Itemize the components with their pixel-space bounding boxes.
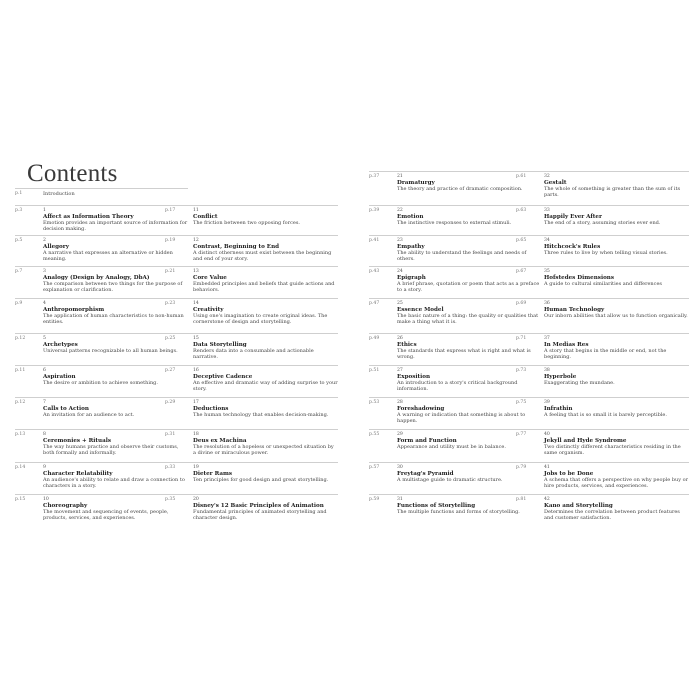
entry-description: The end of a story, assuming stories ever end. [544, 219, 661, 226]
entry-description: The ability to understand the feelings and needs of others. [397, 249, 527, 262]
entry-title: Introduction [43, 191, 75, 197]
toc-entry[interactable] [15, 191, 188, 197]
entry-title: Foreshadowing [397, 405, 445, 412]
toc-entry[interactable] [516, 336, 689, 360]
entry-number: 9 [43, 465, 46, 470]
entry-rule [15, 494, 188, 495]
entry-title: Human Technology [544, 306, 605, 313]
page-number: p.21 [165, 269, 176, 274]
entry-rule [15, 429, 188, 430]
entry-description: The application of human characteristics to non-human entities. [43, 312, 184, 325]
toc-entry[interactable] [165, 432, 338, 456]
entry-description: Universal patterns recognizable to all human beings. [43, 347, 178, 354]
page-number: p.63 [516, 208, 527, 213]
entry-title: Analogy (Design by Analogy, DbA) [43, 274, 150, 281]
entry-description: A story that begins in the middle or end, not the beginning. [544, 347, 667, 360]
entry-number: 42 [544, 497, 550, 502]
toc-entry[interactable] [165, 301, 338, 325]
entry-description: An introduction to a story's critical background information. [397, 379, 518, 392]
entry-rule [15, 365, 188, 366]
entry-description: Exaggerating the mundane. [544, 379, 615, 386]
entry-title: Deus ex Machina [193, 437, 247, 444]
page-number: p.75 [516, 400, 527, 405]
page-number: p.59 [369, 497, 380, 502]
entry-rule [165, 205, 338, 206]
entry-rule [516, 235, 689, 236]
entry-rule [516, 397, 689, 398]
entry-rule [165, 462, 338, 463]
entry-title: In Medias Res [544, 341, 589, 348]
entry-rule [516, 494, 689, 495]
entry-rule [516, 205, 689, 206]
page-number: p.55 [369, 432, 380, 437]
entry-number: 18 [193, 432, 199, 437]
page-number: p.33 [165, 465, 176, 470]
entry-title: Empathy [397, 243, 425, 250]
page-number: p.71 [516, 336, 527, 341]
page-number: p.37 [369, 174, 380, 179]
entry-number: 12 [193, 238, 199, 243]
entry-number: 41 [544, 465, 550, 470]
toc-entry[interactable] [165, 465, 338, 483]
entry-rule [165, 333, 338, 334]
entry-number: 35 [544, 269, 550, 274]
page-number: p.65 [516, 238, 527, 243]
entry-title: Jobs to be Done [544, 470, 594, 477]
entry-number: 14 [193, 301, 199, 306]
entry-number: 32 [544, 174, 550, 179]
entry-number: 24 [397, 269, 403, 274]
entry-rule [15, 462, 188, 463]
page-number: p.19 [165, 238, 176, 243]
entry-title: Gestalt [544, 179, 567, 186]
page-number: p.29 [165, 400, 176, 405]
entry-rule [15, 397, 188, 398]
entry-title: Archetypes [43, 341, 78, 348]
page-number: p.53 [369, 400, 380, 405]
page-number: p.15 [15, 497, 26, 502]
entry-rule [516, 462, 689, 463]
entry-description: Three rules to live by when telling visual stories. [544, 249, 668, 256]
entry-description: An audience's ability to relate and draw a connection to characters in a story. [43, 476, 185, 489]
entry-title: Disney's 12 Basic Principles of Animation [193, 502, 324, 509]
entry-rule [15, 266, 188, 267]
entry-number: 38 [544, 368, 550, 373]
entry-title: Contrast, Beginning to End [193, 243, 280, 250]
page-number: p.23 [165, 301, 176, 306]
entry-title: Emotion [397, 213, 424, 220]
page-number: p.47 [369, 301, 380, 306]
entry-title: Allegory [43, 243, 69, 250]
entry-rule [516, 298, 689, 299]
entry-number: 36 [544, 301, 550, 306]
entry-title: Happily Ever After [544, 213, 602, 220]
page-number: p.12 [15, 400, 26, 405]
entry-description: The whole of something is greater than the sum of its parts. [544, 185, 681, 198]
entry-description: A warning or indication that something is about to happen. [397, 411, 526, 424]
entry-title: Jekyll and Hyde Syndrome [544, 437, 627, 444]
entry-number: 10 [43, 497, 49, 502]
entry-rule [516, 171, 689, 172]
entry-number: 4 [43, 301, 46, 306]
entry-title: Ceremonies + Rituals [43, 437, 111, 444]
entry-rule [165, 266, 338, 267]
entry-number: 33 [544, 208, 550, 213]
entry-title: Form and Function [397, 437, 457, 444]
entry-title: Epigraph [397, 274, 426, 281]
entry-description: Embedded principles and beliefs that guide actions and behaviors. [193, 280, 335, 293]
entry-description: The friction between two opposing forces. [193, 219, 300, 226]
entry-rule [165, 494, 338, 495]
entry-number: 1 [43, 208, 46, 213]
entry-number: 34 [544, 238, 550, 243]
entry-rule [165, 429, 338, 430]
entry-rule [165, 298, 338, 299]
entry-number: 20 [193, 497, 199, 502]
entry-title: Calls to Action [43, 405, 89, 412]
page-number: p.14 [15, 465, 26, 470]
entry-number: 6 [43, 368, 46, 373]
entry-title: Infrathin [544, 405, 573, 412]
entry-number: 23 [397, 238, 403, 243]
page-number: p.13 [15, 432, 26, 437]
page-number: p.41 [369, 238, 380, 243]
page-number: p.61 [516, 174, 527, 179]
entry-description: A schema that offers a perspective on why people buy or hire products, services, and experiences. [544, 476, 689, 489]
entry-description: The multiple functions and forms of storytelling. [397, 508, 520, 515]
page-number: p.25 [165, 336, 176, 341]
entry-number: 29 [397, 432, 403, 437]
entry-description: An effective and dramatic way of adding surprise to your story. [193, 379, 338, 392]
entry-title: Data Storytelling [193, 341, 247, 348]
entry-title: Affect as Information Theory [43, 213, 134, 220]
entry-description: Using one's imagination to create original ideas. The cornerstone of design and storytelling. [193, 312, 328, 325]
toc-entry[interactable] [516, 465, 689, 489]
toc-entry[interactable] [516, 269, 689, 287]
entry-number: 13 [193, 269, 199, 274]
entry-number: 39 [544, 400, 550, 405]
toc-entry[interactable] [165, 368, 338, 392]
entry-description: The comparison between two things for the purpose of explanation or clarification. [43, 280, 183, 293]
entry-title: Character Relatability [43, 470, 113, 477]
entry-rule [15, 235, 188, 236]
toc-entry[interactable] [516, 208, 689, 226]
page-number: p.27 [165, 368, 176, 373]
entry-number: 15 [193, 336, 199, 341]
entry-title: Essence Model [397, 306, 444, 313]
entry-description: The theory and practice of dramatic composition. [397, 185, 523, 192]
toc-entry[interactable] [165, 400, 338, 418]
entry-number: 7 [43, 400, 46, 405]
entry-description: The way humans practice and observe their customs, both formally and informally. [43, 443, 179, 456]
page-number: p.7 [15, 269, 23, 274]
page-number: p.73 [516, 368, 527, 373]
entry-rule [15, 298, 188, 299]
entry-description: A guide to cultural similarities and differences [544, 280, 662, 287]
entry-number: 28 [397, 400, 403, 405]
entry-rule [15, 205, 188, 206]
entry-description: Appearance and utility must be in balance. [397, 443, 506, 450]
page-number: p.49 [369, 336, 380, 341]
page-number: p.67 [516, 269, 527, 274]
entry-description: An invitation for an audience to act. [43, 411, 135, 418]
entry-rule [516, 429, 689, 430]
page-title: Contents [27, 160, 118, 187]
page-number: p.5 [15, 238, 23, 243]
page-number: p.43 [369, 269, 380, 274]
entry-rule [15, 333, 188, 334]
entry-description: The movement and sequencing of events, people, products, services, and experiences. [43, 508, 169, 521]
entry-description: The resolution of a hopeless or unexpected situation by a divine or miraculous power. [193, 443, 334, 456]
entry-number: 11 [193, 208, 199, 213]
toc-entry[interactable] [516, 497, 689, 521]
toc-entry[interactable] [165, 208, 338, 226]
entry-description: A distinct otherness must exist between the beginning and end of your story. [193, 249, 332, 262]
entry-description: Ten principles for good design and great storytelling. [193, 476, 329, 483]
entry-rule [516, 333, 689, 334]
toc-entry[interactable] [516, 238, 689, 256]
entry-title: Creativity [193, 306, 224, 313]
entry-rule [516, 365, 689, 366]
entry-title: Deductions [193, 405, 229, 412]
page-number: p.81 [516, 497, 527, 502]
entry-title: Anthropomorphism [43, 306, 105, 313]
entry-description: Our inborn abilities that allow us to function organically. [544, 312, 688, 319]
entry-description: The basic nature of a thing: the quality or qualities that make a thing what it is. [397, 312, 539, 325]
entry-rule [165, 397, 338, 398]
entry-description: Determines the correlation between product features and customer satisfaction. [544, 508, 680, 521]
page-number: p.31 [165, 432, 176, 437]
page-number: p.79 [516, 465, 527, 470]
entry-description: The desire or ambition to achieve something. [43, 379, 158, 386]
entry-description: A multistage guide to dramatic structure. [397, 476, 503, 483]
entry-number: 30 [397, 465, 403, 470]
page-number: p.1 [15, 191, 23, 196]
entry-number: 16 [193, 368, 199, 373]
entry-rule [15, 188, 188, 189]
entry-description: Two distinctly different characteristics residing in the same organism. [544, 443, 681, 456]
page-number: p.69 [516, 301, 527, 306]
toc-entry[interactable] [516, 432, 689, 456]
entry-rule [165, 365, 338, 366]
toc-entry[interactable] [165, 497, 338, 521]
entry-description: A narrative that expresses an alternative or hidden meaning. [43, 249, 173, 262]
page-number: p.39 [369, 208, 380, 213]
entry-number: 40 [544, 432, 550, 437]
entry-title: Hyperbole [544, 373, 577, 380]
page-number: p.17 [165, 208, 176, 213]
page-number: p.11 [15, 368, 26, 373]
entry-number: 2 [43, 238, 46, 243]
entry-number: 19 [193, 465, 199, 470]
page-number: p.9 [15, 301, 23, 306]
entry-number: 22 [397, 208, 403, 213]
entry-description: A brief phrase, quotation or poem that acts as a preface to a story. [397, 280, 540, 293]
entry-title: Dieter Rams [193, 470, 233, 477]
toc-entry[interactable] [516, 400, 689, 418]
entry-description: A feeling that is so small it is barely perceptible. [544, 411, 667, 418]
entry-title: Hitchcock's Rules [544, 243, 601, 250]
page-number: p.3 [15, 208, 23, 213]
entry-number: 3 [43, 269, 46, 274]
entry-title: Core Value [193, 274, 227, 281]
entry-title: Aspiration [43, 373, 76, 380]
toc-entry[interactable] [516, 174, 689, 198]
entry-number: 26 [397, 336, 403, 341]
entry-description: Renders data into a consumable and actionable narrative. [193, 347, 314, 360]
page-number: p.77 [516, 432, 527, 437]
toc-entry[interactable] [516, 368, 689, 386]
entry-number: 31 [397, 497, 403, 502]
page-number: p.35 [165, 497, 176, 502]
entry-title: Freytag's Pyramid [397, 470, 454, 477]
entry-description: Fundamental principles of animated storytelling and character design. [193, 508, 327, 521]
page-number: p.12 [15, 336, 26, 341]
entry-number: 17 [193, 400, 199, 405]
page-number: p.51 [369, 368, 380, 373]
entry-rule [516, 266, 689, 267]
entry-description: The instinctive responses to external stimuli. [397, 219, 512, 226]
page-number: p.57 [369, 465, 380, 470]
entry-title: Functions of Storytelling [397, 502, 476, 509]
entry-description: The standards that express what is right and what is wrong. [397, 347, 531, 360]
toc-entry[interactable] [165, 269, 338, 293]
entry-title: Kano and Storytelling [544, 502, 613, 509]
entry-title: Deceptive Cadence [193, 373, 253, 380]
toc-entry[interactable] [165, 336, 338, 360]
entry-title: Hofstedes Dimensions [544, 274, 615, 281]
entry-number: 25 [397, 301, 403, 306]
entry-description: Emotion provides an important source of information for decision making. [43, 219, 188, 232]
entry-number: 5 [43, 336, 46, 341]
entry-rule [165, 235, 338, 236]
entry-number: 21 [397, 174, 403, 179]
entry-title: Choreography [43, 502, 88, 509]
entry-description: The human technology that enables decision-making. [193, 411, 329, 418]
entry-title: Exposition [397, 373, 431, 380]
entry-number: 27 [397, 368, 403, 373]
entry-title: Ethics [397, 341, 417, 348]
toc-entry[interactable] [165, 238, 338, 262]
entry-title: Conflict [193, 213, 218, 220]
toc-entry[interactable] [516, 301, 689, 319]
entry-number: 37 [544, 336, 550, 341]
entry-title: Dramaturgy [397, 179, 435, 186]
entry-number: 8 [43, 432, 46, 437]
